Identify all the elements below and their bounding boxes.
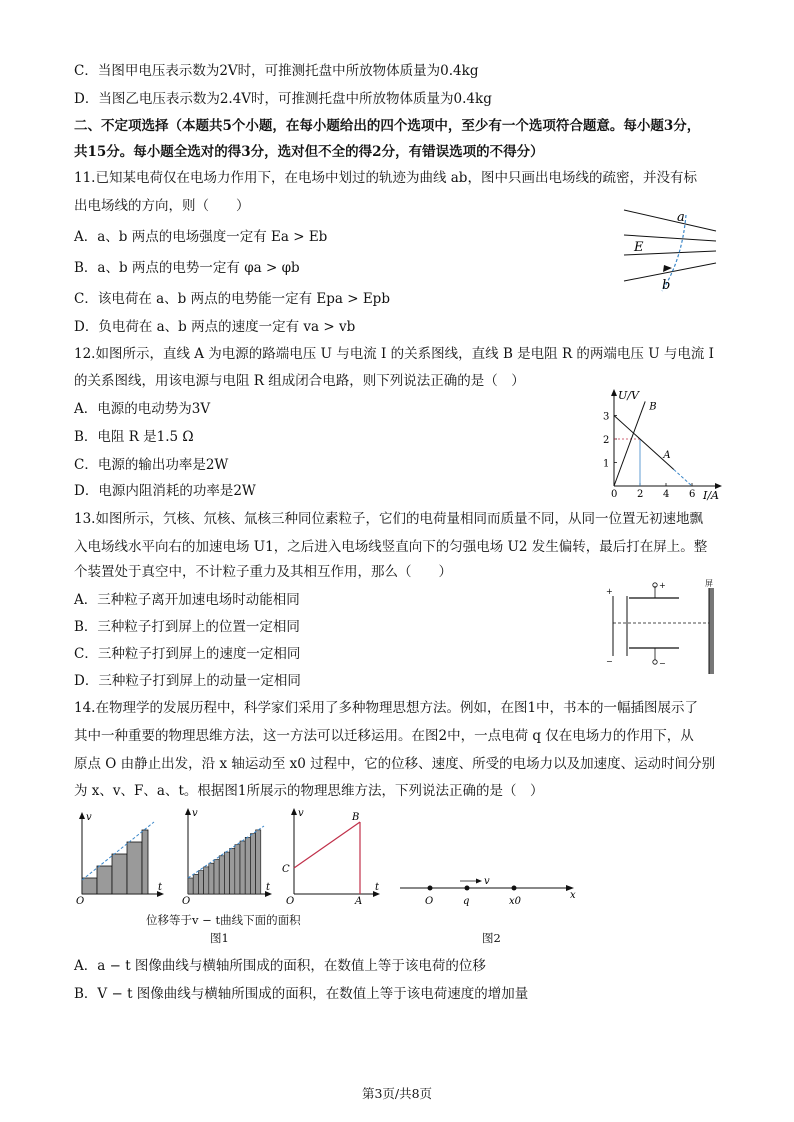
q13-accelerator-figure — [605, 578, 723, 676]
q13-screen-label: 屏 — [705, 579, 713, 588]
q14-stem-line4: 为 x、v、F、a、t。根据图1所展示的物理思维方法，下列说法正确的是（ ） — [74, 783, 544, 799]
fine-bar — [256, 830, 261, 894]
fine-bar — [245, 837, 250, 894]
q14-fig1-label: 图1 — [210, 931, 229, 945]
q13-plate-minus-label: − — [606, 657, 613, 666]
chart-x-tick-label: 2 — [637, 489, 644, 500]
q13-option-b: B．三种粒子打到屏上的位置一定相同 — [74, 619, 300, 635]
q11-stem-line1: 11.已知某电荷仅在电场力作用下，在电场中划过的轨迹为曲线 ab，图中只画出电场线的疏密，并没有标 — [74, 170, 697, 186]
fig2-x-label: x — [570, 890, 576, 901]
q11-field-figure — [620, 205, 720, 295]
q14-stem-line3: 原点 O 由静止出发，沿 x 轴运动至 x0 过程中，它的位移、速度、所受的电场力以及加速度、运动时间分别 — [74, 756, 716, 772]
q11-option-b: B．a、b 两点的电势一定有 φa > φb — [74, 260, 300, 276]
fine-bar — [224, 852, 229, 894]
fine-bar — [188, 878, 193, 894]
chart-y-tick-label: 2 — [603, 435, 610, 446]
chart-y-tick-label: 3 — [603, 411, 610, 423]
fine-bar — [230, 848, 235, 894]
q14-option-a: A．a − t 图像曲线与横轴所围成的面积，在数值上等于该电荷的位移 — [74, 958, 486, 974]
fine-bar — [193, 874, 198, 894]
q14-fig2-label: 图2 — [482, 931, 501, 945]
q12-stem-line1: 12.如图所示，直线 A 为电源的路端电压 U 与电流 I 的关系图线，直线 B 是电阻 R 的两端电压 U 与电流 I — [74, 346, 715, 362]
q12-ui-chart — [598, 388, 728, 500]
q13-option-a: A．三种粒子离开加速电场时动能相同 — [74, 592, 300, 608]
q14-fig1-coarse-bars — [74, 810, 166, 906]
fine-bar — [214, 860, 219, 895]
q13-plate-plus-label: + — [606, 587, 613, 596]
chart-x-tick-label: 4 — [663, 489, 670, 500]
chart-series-b-label: B — [649, 401, 657, 413]
section2-title-line2: 共15分。每小题全选对的得3分，选对但不全的得2分，有错误选项的不得分） — [74, 144, 544, 160]
q12-option-c: C．电源的输出功率是2W — [74, 457, 229, 473]
q11-stem-line2: 出电场线的方向，则（ ） — [74, 198, 250, 214]
fig1c-v-label: v — [298, 808, 304, 819]
q11-option-a: A．a、b 两点的电场强度一定有 Ea > Eb — [74, 229, 328, 245]
q13-minus-label: − — [659, 659, 666, 668]
fig2-q-label: q — [463, 896, 470, 907]
q14-fig1-fine-bars — [180, 806, 274, 906]
fig1b-v-label: v — [192, 808, 198, 819]
q11-label-b: b — [662, 278, 671, 293]
fig1c-C-label: C — [282, 864, 290, 875]
q13-plus-label: + — [659, 581, 666, 590]
q11-option-c: C．该电荷在 a、b 两点的电势能一定有 Epa > Epb — [74, 291, 390, 307]
prev-option-d: D．当图乙电压表示数为2.4V时，可推测托盘中所放物体质量为0.4kg — [74, 91, 492, 107]
chart-series-a-line-dashed — [674, 470, 692, 486]
fine-bar — [219, 856, 224, 894]
prev-option-c: C．当图甲电压表示数为2V时，可推测托盘中所放物体质量为0.4kg — [74, 63, 479, 79]
fig1b-t-label: t — [266, 882, 271, 893]
chart-y-tick-label: 1 — [603, 458, 610, 470]
q13-option-c: C．三种粒子打到屏上的速度一定相同 — [74, 646, 301, 662]
q11-label-E: E — [634, 240, 644, 255]
fine-bar — [240, 841, 245, 894]
fine-bar — [198, 871, 203, 894]
fig2-x0-label: x0 — [509, 896, 522, 907]
chart-series-b-line — [614, 401, 645, 486]
q11-label-a: a — [677, 210, 685, 225]
fig1c-B-label: B — [352, 812, 360, 823]
fig1c-A-label: A — [355, 896, 363, 907]
fig1a-origin-label: O — [76, 896, 85, 907]
fig2-origin-label: O — [425, 896, 434, 907]
q13-option-d: D．三种粒子打到屏上的动量一定相同 — [74, 673, 301, 689]
q13-stem-line3: 个装置处于真空中，不计粒子重力及其相互作用，那么（ ） — [74, 564, 452, 580]
fig1a-t-label: t — [158, 882, 163, 893]
q14-stem-line2: 其中一种重要的物理思维方法，这一方法可以迁移运用。在图2中，一点电荷 q 仅在电场力的作用下，从 — [74, 728, 694, 744]
fig1b-origin-label: O — [182, 896, 191, 907]
chart-series-a-label: A — [663, 449, 671, 461]
q13-stem-line1: 13.如图所示，氕核、氘核、氚核三种同位素粒子，它们的电荷量相同而质量不同，从同一位置无初速地飘 — [74, 511, 703, 527]
chart-x-tick-label: 6 — [689, 489, 696, 500]
q14-fig1-caption: 位移等于v − t曲线下面的面积 — [146, 913, 301, 927]
fig2-v-label: v — [484, 876, 490, 887]
q14-fig1-line-chart — [282, 806, 382, 906]
chart-x-tick-label: 0 — [611, 489, 618, 500]
q11-option-d: D．负电荷在 a、b 两点的速度一定有 va > vb — [74, 319, 356, 335]
fine-bar — [250, 834, 255, 894]
q14-fig2-axis — [398, 868, 578, 908]
fine-bar — [204, 867, 209, 894]
q13-stem-line2: 入电场线水平向右的加速电场 U1，之后进入电场线竖直向下的匀强电场 U2 发生偏转，最后打在屏上。整 — [74, 539, 708, 555]
fine-bar — [209, 863, 214, 894]
fig1c-t-label: t — [375, 882, 380, 893]
page-footer: 第3页/共8页 — [361, 1086, 433, 1101]
q12-option-b: B．电阻 R 是1.5 Ω — [74, 429, 194, 445]
fig1a-v-label: v — [86, 812, 92, 823]
q12-option-a: A．电源的电动势为3V — [74, 401, 211, 417]
fine-bar — [235, 845, 240, 894]
fig1c-origin-label: O — [286, 896, 295, 907]
q14-stem-line1: 14.在物理学的发展历程中，科学家们采用了多种物理思想方法。例如，在图1中，书本的一幅插图展示了 — [74, 700, 699, 716]
q12-option-d: D．电源内阻消耗的功率是2W — [74, 483, 256, 499]
chart-x-label: I/A — [703, 489, 719, 502]
q12-stem-line2: 的关系图线，用该电源与电阻 R 组成闭合电路，则下列说法正确的是（ ） — [74, 373, 525, 389]
q14-option-b: B．V − t 图像曲线与横轴所围成的面积，在数值上等于该电荷速度的增加量 — [74, 986, 529, 1002]
chart-y-label: U/V — [618, 389, 639, 402]
section2-title-line1: 二、不定项选择（本题共5个小题，在每小题给出的四个选项中，至少有一个选项符合题意。每小题3分， — [74, 118, 701, 134]
